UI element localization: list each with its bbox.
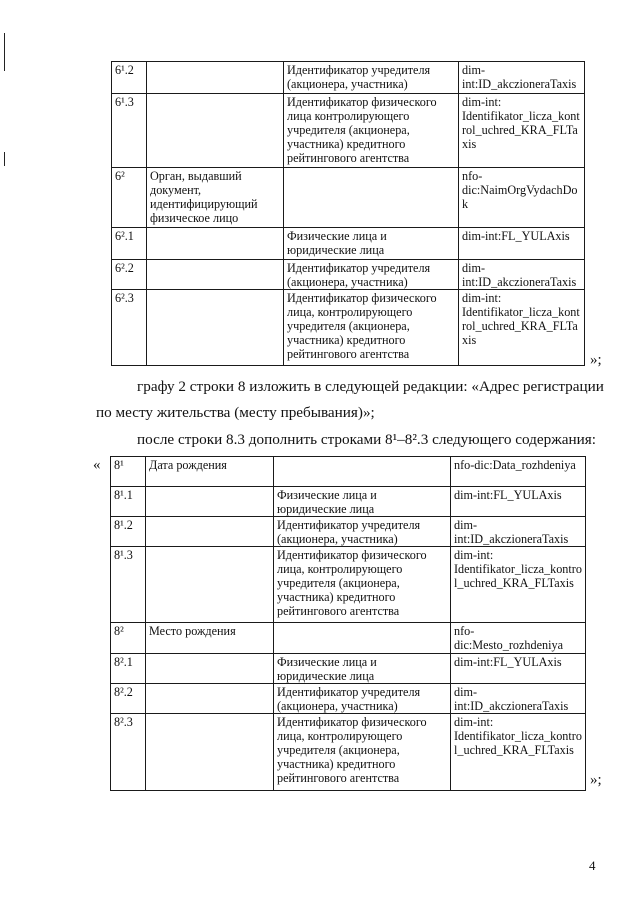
row-scope: Физические лица и юридические лица — [274, 487, 451, 517]
row-number: 6².1 — [112, 228, 147, 260]
row-name: Дата рождения — [146, 457, 274, 487]
table-row — [112, 94, 585, 168]
margin-mark-top — [4, 33, 5, 71]
row-scope: Физические лица и юридические лица — [274, 654, 451, 684]
row-scope — [274, 623, 451, 654]
row-number: 8².2 — [111, 684, 146, 714]
page-number: 4 — [589, 858, 596, 873]
register-table-inserted — [110, 456, 586, 791]
row-code: dim-int:ID_akczioneraTaxis — [451, 684, 586, 714]
table-row — [111, 457, 586, 487]
row-number: 8².1 — [111, 654, 146, 684]
row-name — [146, 684, 274, 714]
row-name — [146, 714, 274, 791]
closing-quote: »; — [590, 772, 602, 788]
row-scope — [274, 457, 451, 487]
row-code: dim-int: Identifikator_licza_kontrol_uchred_KRA_FLTaxis — [459, 290, 585, 366]
amendment-paragraph-line2: по месту жительства (месту пребывания)»; — [96, 404, 375, 421]
table-row — [111, 714, 586, 791]
row-name — [147, 94, 284, 168]
table-row — [112, 228, 585, 260]
table-row — [111, 623, 586, 654]
row-name: Место рождения — [146, 623, 274, 654]
row-code: dim-int: Identifikator_licza_kontrol_uchred_KRA_FLTaxis — [459, 94, 585, 168]
row-code: dim-int:FL_YULAxis — [459, 228, 585, 260]
row-scope: Идентификатор учредителя (акционера, участника) — [274, 517, 451, 547]
margin-mark-bottom — [4, 152, 5, 166]
row-code: dim-int: Identifikator_licza_kontrol_uchred_KRA_FLTaxis — [451, 714, 586, 791]
row-code: dim-int:ID_akczioneraTaxis — [451, 517, 586, 547]
row-number: 8² — [111, 623, 146, 654]
table-row — [111, 547, 586, 623]
table-row — [112, 62, 585, 94]
row-number: 8¹ — [111, 457, 146, 487]
closing-quote: »; — [590, 352, 602, 368]
row-scope: Идентификатор учредителя (акционера, участника) — [274, 684, 451, 714]
row-code: nfo-dic:Mesto_rozhdeniya — [451, 623, 586, 654]
row-code: dim-int: Identifikator_licza_kontrol_uchred_KRA_FLTaxis — [451, 547, 586, 623]
row-code: dim-int:FL_YULAxis — [451, 654, 586, 684]
row-code: dim-int:ID_akczioneraTaxis — [459, 62, 585, 94]
row-code: dim-int:FL_YULAxis — [451, 487, 586, 517]
row-scope: Идентификатор учредителя (акционера, участника) — [284, 62, 459, 94]
row-scope: Идентификатор физического лица, контролирующего учредителя (акционера, участника) кредитного рейтингового агентства — [274, 714, 451, 791]
row-name — [147, 228, 284, 260]
row-name — [147, 62, 284, 94]
row-code: dim-int:ID_akczioneraTaxis — [459, 260, 585, 290]
row-number: 6².2 — [112, 260, 147, 290]
row-scope: Физические лица и юридические лица — [284, 228, 459, 260]
row-code: nfo-dic:Data_rozhdeniya — [451, 457, 586, 487]
row-scope — [284, 168, 459, 228]
amendment-paragraph-line1: графу 2 строки 8 изложить в следующей редакции: «Адрес регистрации — [137, 378, 604, 395]
row-name — [147, 260, 284, 290]
row-name: Орган, выдавший документ, идентифицирующий физическое лицо — [147, 168, 284, 228]
table-row — [112, 290, 585, 366]
row-number: 8².3 — [111, 714, 146, 791]
row-scope: Идентификатор учредителя (акционера, участника) — [284, 260, 459, 290]
register-table-continued — [111, 61, 585, 366]
table-row — [112, 168, 585, 228]
row-name — [146, 547, 274, 623]
row-number: 6².3 — [112, 290, 147, 366]
row-name — [146, 487, 274, 517]
table-row — [111, 487, 586, 517]
table-row — [111, 684, 586, 714]
row-number: 6¹.2 — [112, 62, 147, 94]
row-scope: Идентификатор физического лица, контролирующего учредителя (акционера, участника) кредитного рейтингового агентства — [274, 547, 451, 623]
row-number: 6² — [112, 168, 147, 228]
opening-quote: « — [93, 457, 101, 473]
insertion-paragraph: после строки 8.3 дополнить строками 8¹–8².3 следующего содержания: — [137, 431, 596, 448]
row-number: 8¹.1 — [111, 487, 146, 517]
row-number: 8¹.3 — [111, 547, 146, 623]
row-scope: Идентификатор физического лица контролирующего учредителя (акционера, участника) кредитного рейтингового агентства — [284, 94, 459, 168]
row-scope: Идентификатор физического лица, контролирующего учредителя (акционера, участника) кредитного рейтингового агентства — [284, 290, 459, 366]
row-code: nfo-dic:NaimOrgVydachDok — [459, 168, 585, 228]
row-name — [147, 290, 284, 366]
table-row — [112, 260, 585, 290]
row-name — [146, 517, 274, 547]
table-row — [111, 517, 586, 547]
row-number: 6¹.3 — [112, 94, 147, 168]
row-name — [146, 654, 274, 684]
table-row — [111, 654, 586, 684]
row-number: 8¹.2 — [111, 517, 146, 547]
